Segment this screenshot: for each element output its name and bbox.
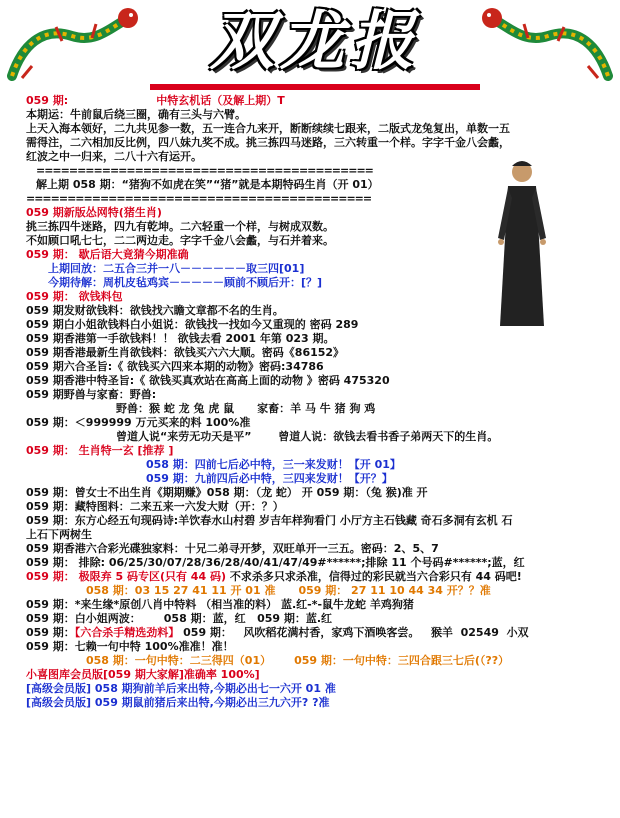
text-line: 059 期：白小姐两波： 058 期：蓝，红 059 期：蓝.红 bbox=[26, 612, 333, 625]
dragon-left-icon bbox=[2, 6, 142, 92]
text-line: 059 期: 中特玄机话（及解上期）T bbox=[26, 94, 285, 107]
masthead bbox=[0, 0, 620, 96]
section-heading: 小喜图库会员版[059 期大家解]准确率 100%] bbox=[26, 668, 260, 681]
text-line: 059 期野兽与家畜：野兽: bbox=[26, 388, 157, 401]
text-line: 今期待解：周机皮毡鸡宾－－－－－顾前不顾后开：[？] bbox=[48, 276, 323, 289]
text-line: 059 期：藏特图料：二来五来一六发大财（开：？） bbox=[26, 500, 284, 513]
dragon-right-icon bbox=[478, 6, 618, 92]
text-line: 059 期香港第一手欲钱料！！ 欲钱去看 2001 年第 023 期。 bbox=[26, 332, 335, 345]
text-line: 曾道人说“来劳无功天是平” 曾道人说：欲钱去看书香子弟两天下的生肖。 bbox=[116, 430, 499, 443]
text-line: 059 期：＜999999 万元买来的料 100%准 bbox=[26, 416, 251, 429]
text-line: 059 期香港六合彩光碟独家料：十兄二弟寻开梦，双旺单开一三五。密码：2、5、7 bbox=[26, 542, 439, 555]
text-line: 需得注，二六相加反比例，四八妹九奖不成。挑三拣四马迷路，三六转重一个样。字字千金八会蠡， bbox=[26, 136, 510, 149]
text-line: 上天入海本领好，二九共见参一数，五一连合九来开，断断续续七跟来，二版式龙兔复出，单数一五 bbox=[26, 122, 510, 135]
text-line: 059 期： 极限弃 5 码专区(只有 44 码) 不求杀多只求杀准，信得过的彩民就当六合彩只有 44 码吧! bbox=[26, 570, 522, 583]
section-heading: 059 期： 生肖特一玄 [推荐 ] bbox=[26, 444, 174, 457]
text-line: 059 期：曾女士不出生肖《期期赚》058 期：（龙 蛇） 开 059 期：（兔 猴)准 开 bbox=[26, 486, 428, 499]
text-line: 上石下两树生 bbox=[26, 528, 92, 541]
separator: ========================================= bbox=[36, 164, 373, 177]
text-line: 059 期白小姐欲钱料白小姐说：欲钱找一找如今又重现的 密码 289 bbox=[26, 318, 359, 331]
text-line: 红波之中一归来，二八十六有运开。 bbox=[26, 150, 202, 163]
text-line: 059 期：【六合杀手精选劲料】 059 期： 风吹稻花满村香，家鸡下酒唤客尝。 猴羊 02549 小双 bbox=[26, 626, 529, 639]
member-line: [高级会员版] 059 期鼠前猪后来出特,今期必出三九六开? ?准 bbox=[26, 696, 330, 709]
section-heading: 059 期： 歇后语大竟猜今期准确 bbox=[26, 248, 189, 261]
text-line: 059 期香港最新生肖欲钱料：欲钱买六六大顺。密码《86152》 bbox=[26, 346, 345, 359]
text-line: 不如顾口吼七七，二二两边走。字字千金八会蠡，与石并着来。 bbox=[26, 234, 334, 247]
member-line: [高级会员版] 058 期狗前羊后来出特,今期必出七一六开 01 准 bbox=[26, 682, 336, 695]
article-body bbox=[26, 94, 586, 710]
text-line: 059 期：东方心经五句现码诗:羊饮春水山村碧 岁吉年样狗看门 小厅方主石钱藏 奇石多洞有玄机 石 bbox=[26, 514, 513, 527]
text-line: 059 期：七赖一句中特 100%准准！准！ bbox=[26, 640, 234, 653]
text-line: 059 期香港中特圣旨:《 欲钱买真欢站在高高上面的动物 》密码 475320 bbox=[26, 374, 390, 387]
section-heading: 059 期新版怂网特(猪生肖) bbox=[26, 206, 162, 219]
text-line: 058 期：四前七后必中特，三一来发财！【开 01】 bbox=[146, 458, 401, 471]
text-line: 059 期发财欲钱料：欲钱找六瞻文章都不名的生肖。 bbox=[26, 304, 284, 317]
text-line: 059 期：*来生缘*原创八肖中特料 （相当准的料） 蓝.红-*-鼠牛龙蛇 羊鸡狗猪 bbox=[26, 598, 414, 611]
text-line: 058 期：03 15 27 41 11 开 01 准 059 期： 27 11 10 44 34 开？？准 bbox=[86, 584, 491, 597]
text-line: 058 期：一句中特：二三得四（01） 059 期：一句中特：三四合跟三七后(（??） bbox=[86, 654, 510, 667]
text-line: 解上期 058 期：“猪狗不如虎在笑”“猪”就是本期特码生肖（开 01） bbox=[36, 178, 379, 191]
text-line: 059 期六合圣旨:《 欲钱买六四来本期的动物》密码:34786 bbox=[26, 360, 324, 373]
title-underline bbox=[150, 84, 480, 90]
text-line: 野兽：猴 蛇 龙 兔 虎 鼠 家畜：羊 马 牛 猪 狗 鸡 bbox=[116, 402, 376, 415]
text-line: 上期回放：二五合三并一八－－－－－－取三四[01] bbox=[48, 262, 305, 275]
separator: ========================================== bbox=[26, 192, 372, 205]
section-heading: 059 期： 欲钱料包 bbox=[26, 290, 123, 303]
text-line: 挑三拣四牛迷路，四九有乾坤。二六轻重一个样，与树成双数。 bbox=[26, 220, 334, 233]
text-line: 059 期： 排除: 06/25/30/07/28/36/28/40/41/47/49#******;排除 11 个号码#******;蓝，红 bbox=[26, 556, 525, 569]
page-title: 双龙报 bbox=[210, 4, 420, 79]
text-line: 059 期：九前四后必中特，三四来发财！【开？】 bbox=[146, 472, 393, 485]
text-line: 本期运：牛前鼠后绕三圈，确有三头与六臂。 bbox=[26, 108, 246, 121]
